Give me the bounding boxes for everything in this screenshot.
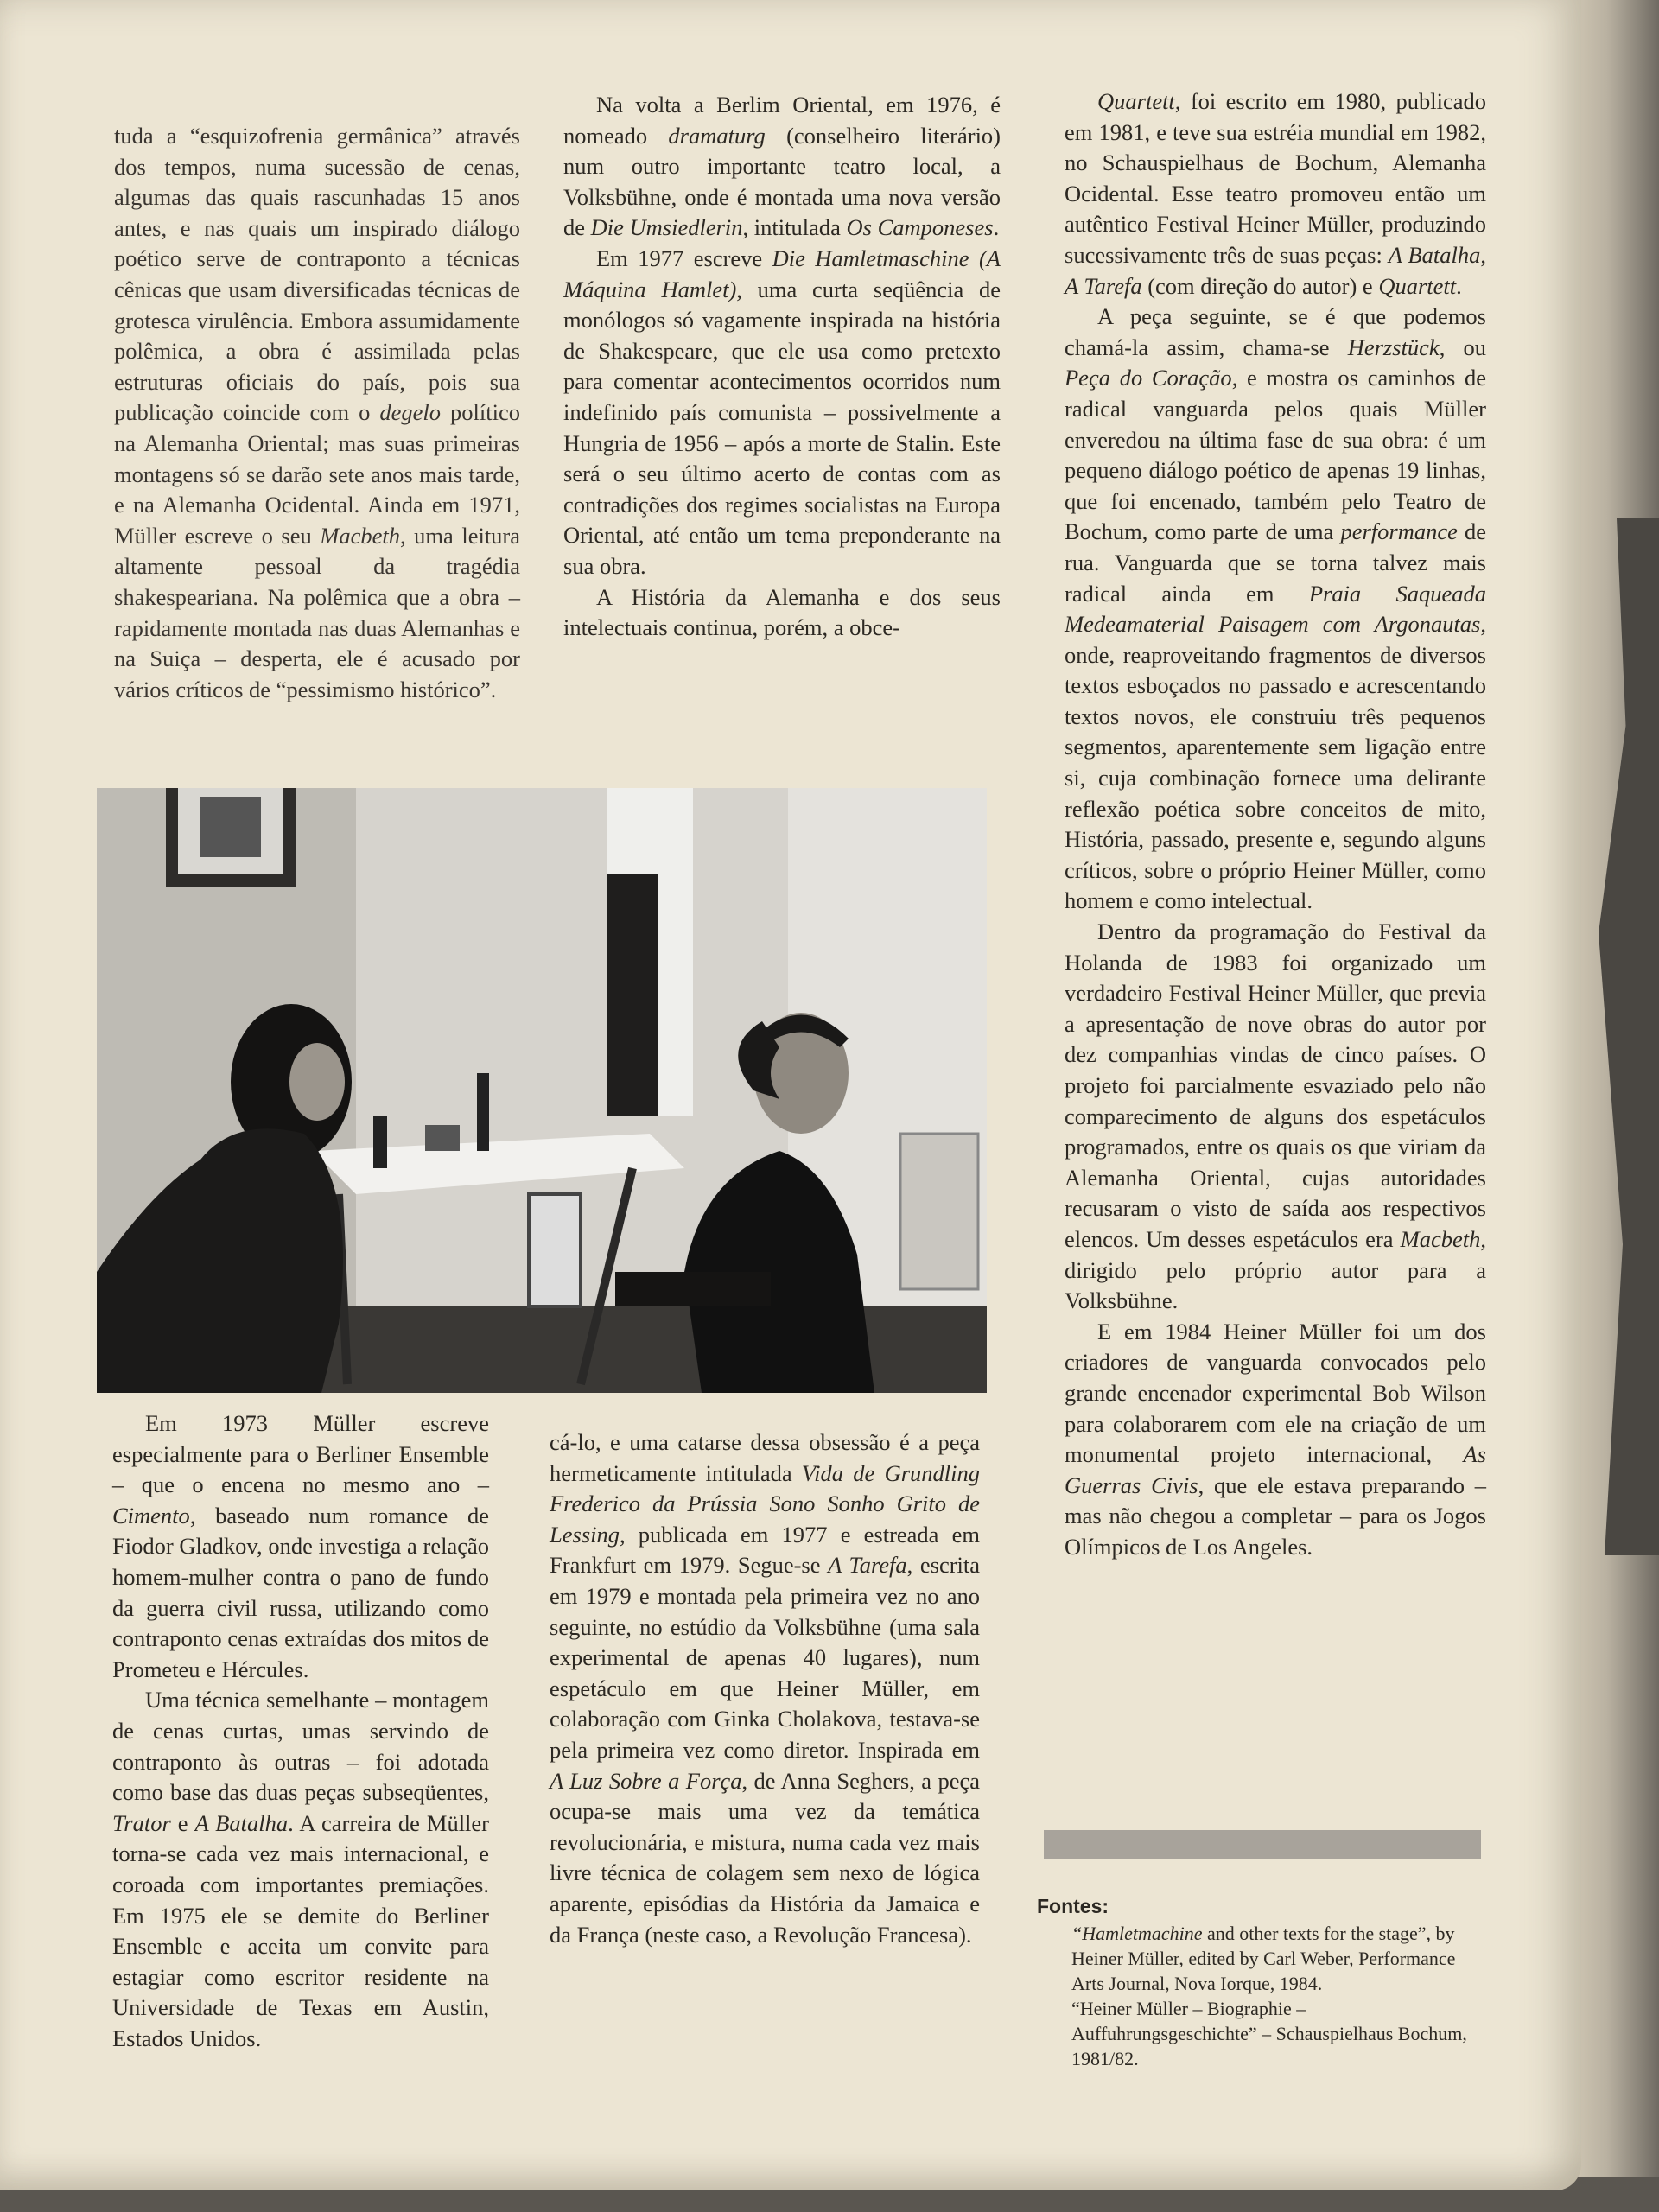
source-entry: “Hamletmachine and other texts for the stage”, by Heiner Müller, edited by Carl Weber, Performance Arts Journal, Nova Iorque, 1984. (1071, 1923, 1456, 1994)
article-column-4 (112, 1408, 489, 2054)
paragraph: Dentro da programação do Festival da Holanda de 1983 foi organizado um verdadeiro Festival Heiner Müller, que previa a apresentação de nove obras do autor por dez companhias vindas de cinco países. O projeto foi parcialmente esvaziado pelo não comparecimento de alguns dos espetáculos programados, entre os quais os que viriam da Alemanha Oriental, cujas autoridades recusaram o visto de saída aos respectivos elencos. Um desses espetáculos era Macbeth, dirigido pelo próprio autor para a Volksbühne. (1065, 918, 1487, 1314)
paragraph: A peça seguinte, se é que podemos chamá-la assim, chama-se Herzstück, ou Peça do Coração, e mostra os caminhos de radical vanguarda pelos quais Müller enveredou na última fase de sua obra: é um pequeno diálogo poético de apenas 19 linhas, que foi encenado, também pelo Teatro de Bochum, como parte de uma performance de rua. Vanguarda que se torna talvez mais radical ainda em Praia Saqueada Medeamaterial Paisagem com Argonautas, onde, reaproveitando fragmentos de diversos textos esboçados no passado e acrescentando textos novos, ele construiu três pequenos segmentos, aparentemente sem ligação entre si, cuja combinação fornece uma delirante reflexão poética sobre conceitos de mito, História, passado, presente e, segundo alguns críticos, sobre o próprio Heiner Müller, como homem e como intelectual. (1065, 303, 1487, 914)
paragraph: E em 1984 Heiner Müller foi um dos criadores de vanguarda convocados pelo grande encenador experimental Bob Wilson para colaborarem com ele na criação de um monumental projeto internacional, As Guerras Civis, que ele estava preparando – mas não chegou a completar – para os Jogos Olímpicos de Los Angeles. (1065, 1318, 1487, 1560)
paragraph: Na volta a Berlim Oriental, em 1976, é nomeado dramaturg (conselheiro literário) num outro importante teatro local, a Volksbühne, onde é montada uma nova versão de Die Umsiedlerin, intitulada Os Camponeses. (563, 92, 1001, 241)
paragraph: Uma técnica semelhante – montagem de cenas curtas, umas servindo de contraponto às outras – foi adotada como base das duas peças subseqüentes, Trator e A Batalha. A carreira de Müller torna-se cada vez mais internacional, e coroada com importantes premiações. Em 1975 ele se demite do Berliner Ensemble e aceita um convite para estagiar como escritor residente na Universidade de Texas em Austin, Estados Unidos. (112, 1687, 490, 2051)
paragraph: Quartett, foi escrito em 1980, publicado em 1981, e teve sua estréia mundial em 1982, no Schauspielhaus de Bochum, Alemanha Ocidental. Esse teatro promoveu então um autêntico Festival Heiner Müller, produzindo sucessivamente três de suas peças: A Batalha, A Tarefa (com direção do autor) e Quartett. (1065, 88, 1486, 299)
sources-section (1037, 1894, 1486, 2071)
article-column-3 (1065, 86, 1486, 1563)
paragraph: Em 1977 escreve Die Hamletmaschine (A Máquina Hamlet), uma curta seqüência de monólogos só vagamente inspirada na história de Shakespeare, que ele usa como pretexto para comentar acontecimentos ocorridos num indefinido país comunista – possivelmente a Hungria de 1956 – após a morte de Stalin. Este será o seu último acerto de contas com as contradições dos regimes socialistas na Europa Oriental, até então um tema preponderante na sua obra. (563, 245, 1001, 579)
photo-illustration (97, 788, 987, 1393)
photograph-two-people-at-table (97, 788, 987, 1393)
sources-heading: Fontes: (1037, 1895, 1109, 1917)
article-column-2 (563, 90, 1001, 644)
source-entry: “Heiner Müller – Biographie – Auffuhrungsgeschichte” – Schauspielhaus Bochum, 1981/82. (1071, 1998, 1467, 2069)
paragraph: Em 1973 Müller escreve especialmente para o Berliner Ensemble – que o encena no mesmo ano – Cimento, baseado num romance de Fiodor Gladkov, onde investiga a relação homem-mulher contra o pano de fundo da guerra civil russa, utilizando como contraponto cenas extraídas dos mitos de Prometeu e Hércules. (112, 1410, 489, 1682)
paragraph: A História da Alemanha e dos seus intelectuais continua, porém, a obce- (563, 583, 1001, 641)
paragraph: cá-lo, e uma catarse dessa obsessão é a peça hermeticamente intitulada Vida de Grundling Frederico da Prússia Sono Sonho Grito de Lessing, publicada em 1977 e estreada em Frankfurt em 1979. Segue-se A Tarefa, escrita em 1979 e montada pela primeira vez no ano seguinte, no estúdio da Volksbühne (uma sala experimental de apenas 40 lugares), num espetáculo em que Heiner Müller, em colaboração com Ginka Cholakova, testava-se pela primeira vez como diretor. Inspirada em A Luz Sobre a Força, de Anna Seghers, a peça ocupa-se mais uma vez da temática revolucionária, e mistura, numa cada vez mais livre técnica de colagem sem nexo de lógica aparente, episódias da História da Jamaica e da França (neste caso, a Revolução Francesa). (550, 1429, 981, 1948)
article-column-1 (114, 121, 520, 705)
section-divider-bar (1044, 1830, 1481, 1859)
paragraph: tuda a “esquizofrenia germânica” através dos tempos, numa sucessão de cenas, algumas das quais rascunhadas 15 anos antes, e nas quais um inspirado diálogo poético serve de contraponto a técnicas cênicas que usam diversificadas técnicas de grotesca virulência. Embora assumidamente polêmica, a obra é assimilada pelas estruturas oficiais do país, pois sua publicação coincide com o degelo político na Alemanha Oriental; mas suas primeiras montagens só se darão sete anos mais tarde, e na Alemanha Ocidental. Ainda em 1971, Müller escreve o seu Macbeth, uma leitura altamente pessoal da tragédia shakespeariana. Na polêmica que a obra – rapidamente montada nas duas Alemanhas e na Suiça – desperta, ele é acusado por vários críticos de “pessimismo histórico”. (114, 123, 521, 702)
article-column-5 (550, 1427, 980, 1950)
